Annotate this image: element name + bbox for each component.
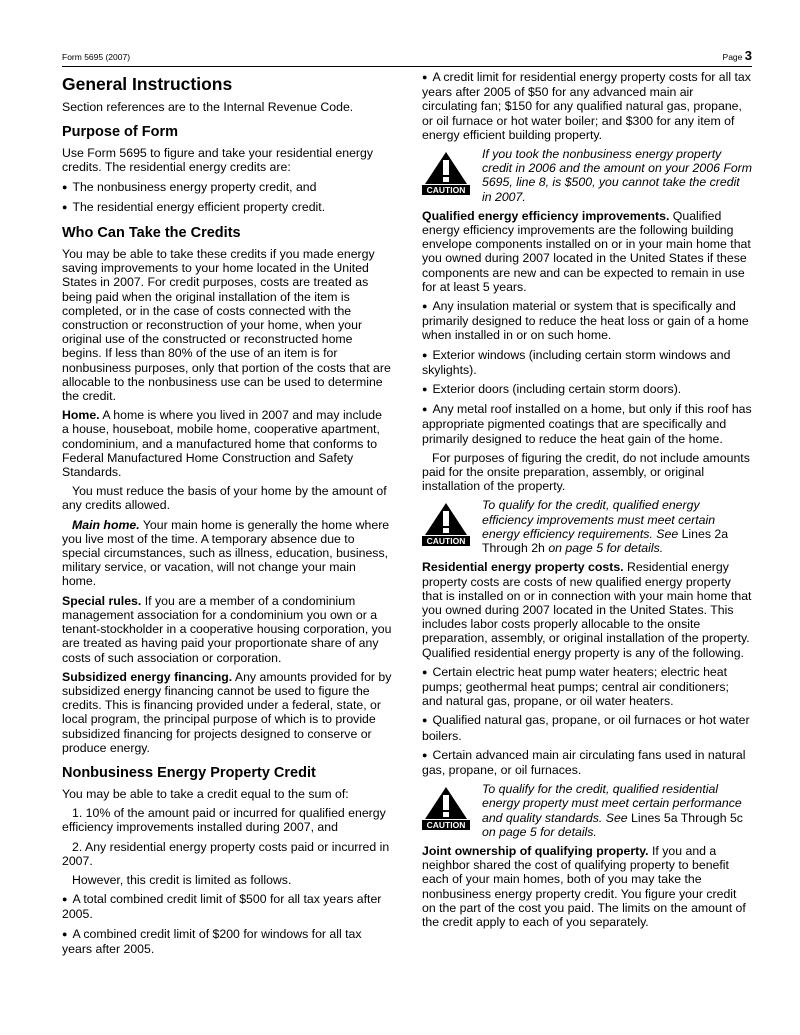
purpose-bullet: ● The nonbusiness energy property credit, and: [62, 180, 392, 195]
subsidized-run-in: Subsidized energy financing.: [62, 669, 233, 684]
repc-run-in: Residential energy property costs.: [422, 560, 624, 575]
left-column: [62, 70, 392, 961]
repc-paragraph: Residential energy property costs. Residential energy property costs are costs of new qualified energy property that is installed on or in connection with your main home that you owned during 2007 located in the United States. This includes labor costs properly allocable to the onsite preparation, assembly, or original installation of the property. Qualified residential energy property is any of the following.: [422, 560, 752, 660]
who-text: You may be able to take these credits if you made energy saving improvements to your home located in the United States in 2007. For credit purposes, costs are treated as being paid when the original installation of the item is completed, or in the case of costs connected with the construction or reconstruction of your home, when your original use of the constructed or reconstructed home begins. If less than 80% of the use of an item is for nonbusiness purposes, only that portion of the costs that are allocable to the nonbusiness use can be used to determine the credit.: [62, 247, 391, 404]
purpose-text: Use Form 5695 to figure and take your residential energy credits. The residential energy credits are:: [62, 146, 374, 175]
subsidized-paragraph: Subsidized energy financing. Any amounts provided for by subsidized energy financing cannot be used to figure the credits. This is financing provided under a federal, state, or local program, the principal purpose of which is to provide subsidized financing for projects designed to conserve or produce energy.: [62, 669, 392, 755]
caution-note: [422, 147, 752, 204]
right-column: [422, 70, 752, 934]
nonbusiness-heading: Nonbusiness Energy Property Credit: [62, 764, 316, 781]
limit-bullet: ● A credit limit for residential energy property costs for all tax years after 2005 of $50 for any advanced main air circulating fan; $150 for any qualified natural gas, propane, or oil furnace or hot water boiler; and $300 for any item of energy efficient building property.: [422, 70, 752, 142]
special-rules-run-in: Special rules.: [62, 593, 142, 608]
caution-text: To qualify for the credit, qualified energy efficiency improvements must meet certain energy efficiency requirements. See Lines 2a Through 2h on page 5 for details.: [482, 498, 729, 556]
general-instructions-heading: General Instructions: [62, 74, 233, 94]
svg-text:CAUTION: CAUTION: [426, 185, 466, 196]
main-home-paragraph: Main home. Your main home is generally the home where you live most of the time. A temporary absence due to special circumstances, such as illness, education, business, military service, or vacation, will not change your main home.: [62, 517, 390, 589]
qeei-bullet: ● Any metal roof installed on a home, but only if this roof has appropriate pigmented coatings that are specifically and primarily designed to reduce the heat gain of the home.: [422, 402, 752, 446]
caution-icon: [422, 786, 470, 839]
svg-text:CAUTION: CAUTION: [426, 820, 466, 831]
repc-bullet: ● Certain advanced main air circulating fans used in natural gas, propane, or oil furnaces.: [422, 748, 752, 777]
form-id: Form 5695 (2007): [62, 52, 131, 62]
who-heading: Who Can Take the Credits: [62, 225, 241, 242]
qeei-run-in: Qualified energy efficiency improvements.: [422, 208, 670, 223]
however-text: However, this credit is limited as follows.: [72, 872, 292, 887]
home-paragraph: Home. A home is where you lived in 2007 and may include a house, houseboat, mobile home, cooperative apartment, condominium, and a manufactured home that conforms to Federal Manufactured Home Construction and Safety Standards.: [62, 408, 382, 480]
joint-ownership-paragraph: Joint ownership of qualifying property. If you and a neighbor shared the cost of qualifying property to benefit each of your main homes, both of you may take the nonbusiness energy property credit. You figure your credit on the part of the cost you paid. The limits on the amount of the credit apply to each of you separately.: [422, 843, 746, 929]
caution-icon: [422, 502, 470, 555]
limit-bullet: ● A combined credit limit of $200 for windows for all tax years after 2005.: [62, 927, 392, 956]
repc-bullet: ● Certain electric heat pump water heaters; electric heat pumps; geothermal heat pumps; central air conditioners; and natural gas, propane, or oil water heaters.: [422, 665, 752, 709]
lines-reference: Lines 5a Through 5c: [631, 810, 743, 825]
reduce-basis-text: You must reduce the basis of your home by the amount of any credits allowed.: [62, 484, 387, 513]
caution-icon: [422, 151, 470, 204]
joint-run-in: Joint ownership of qualifying property.: [422, 843, 649, 858]
nonbusiness-text: You may be able to take a credit equal to the sum of:: [62, 786, 349, 801]
qeei-paragraph: Qualified energy efficiency improvements. Qualified energy efficiency improvements are the following building envelope components installed on or in your main home that you owned during 2007 located in the United States if these components are new and can be expected to remain in use for at least 5 years.: [422, 208, 751, 294]
purpose-heading: Purpose of Form: [62, 124, 179, 141]
qeei-bullet: ● Exterior windows (including certain storm windows and skylights).: [422, 348, 752, 377]
caution-text: If you took the nonbusiness energy property credit in 2006 and the amount on your 2006 Form 5695, line 8, is $500, you cannot take the credit in 2007.: [482, 147, 753, 204]
lines-reference: Lines 2a Through 2h: [482, 526, 729, 556]
caution-note: [422, 782, 752, 839]
intro-text: Section references are to the Internal Revenue Code.: [62, 100, 354, 114]
purpose-bullet: ● The residential energy efficient property credit.: [62, 200, 392, 215]
caution-text: To qualify for the credit, qualified residential energy property must meet certain performance and quality standards. See Lines 5a Through 5c on page 5 for details.: [482, 782, 743, 839]
svg-text:CAUTION: CAUTION: [426, 536, 466, 547]
special-rules-paragraph: Special rules. If you are a member of a condominium management association for a condominium you own or a tenant-stockholder in a cooperative housing corporation, you are treated as having paid your proportionate share of any costs of such association or corporation.: [62, 593, 392, 665]
main-home-run-in: Main home.: [72, 517, 140, 532]
repc-bullet: ● Qualified natural gas, propane, or oil furnaces or hot water boilers.: [422, 713, 752, 742]
qeei-bullet: ● Any insulation material or system that is specifically and primarily designed to reduce the heat loss or gain of a home when installed in or on such home.: [422, 299, 752, 343]
sum-item-2: 2. Any residential energy property costs paid or incurred in 2007.: [62, 839, 390, 868]
page-number: Page 3: [722, 48, 752, 63]
purposes-text: For purposes of figuring the credit, do not include amounts paid for the onsite preparation, assembly, or original installation of the property.: [422, 450, 750, 494]
caution-note: [422, 498, 752, 555]
limit-bullet: ● A total combined credit limit of $500 for all tax years after 2005.: [62, 892, 392, 921]
home-run-in: Home.: [62, 408, 100, 423]
sum-item-1: 1. 10% of the amount paid or incurred for qualified energy efficiency improvements installed during 2007, and: [62, 806, 386, 835]
qeei-bullet: ● Exterior doors (including certain storm doors).: [422, 382, 752, 397]
page-header: [62, 46, 752, 67]
